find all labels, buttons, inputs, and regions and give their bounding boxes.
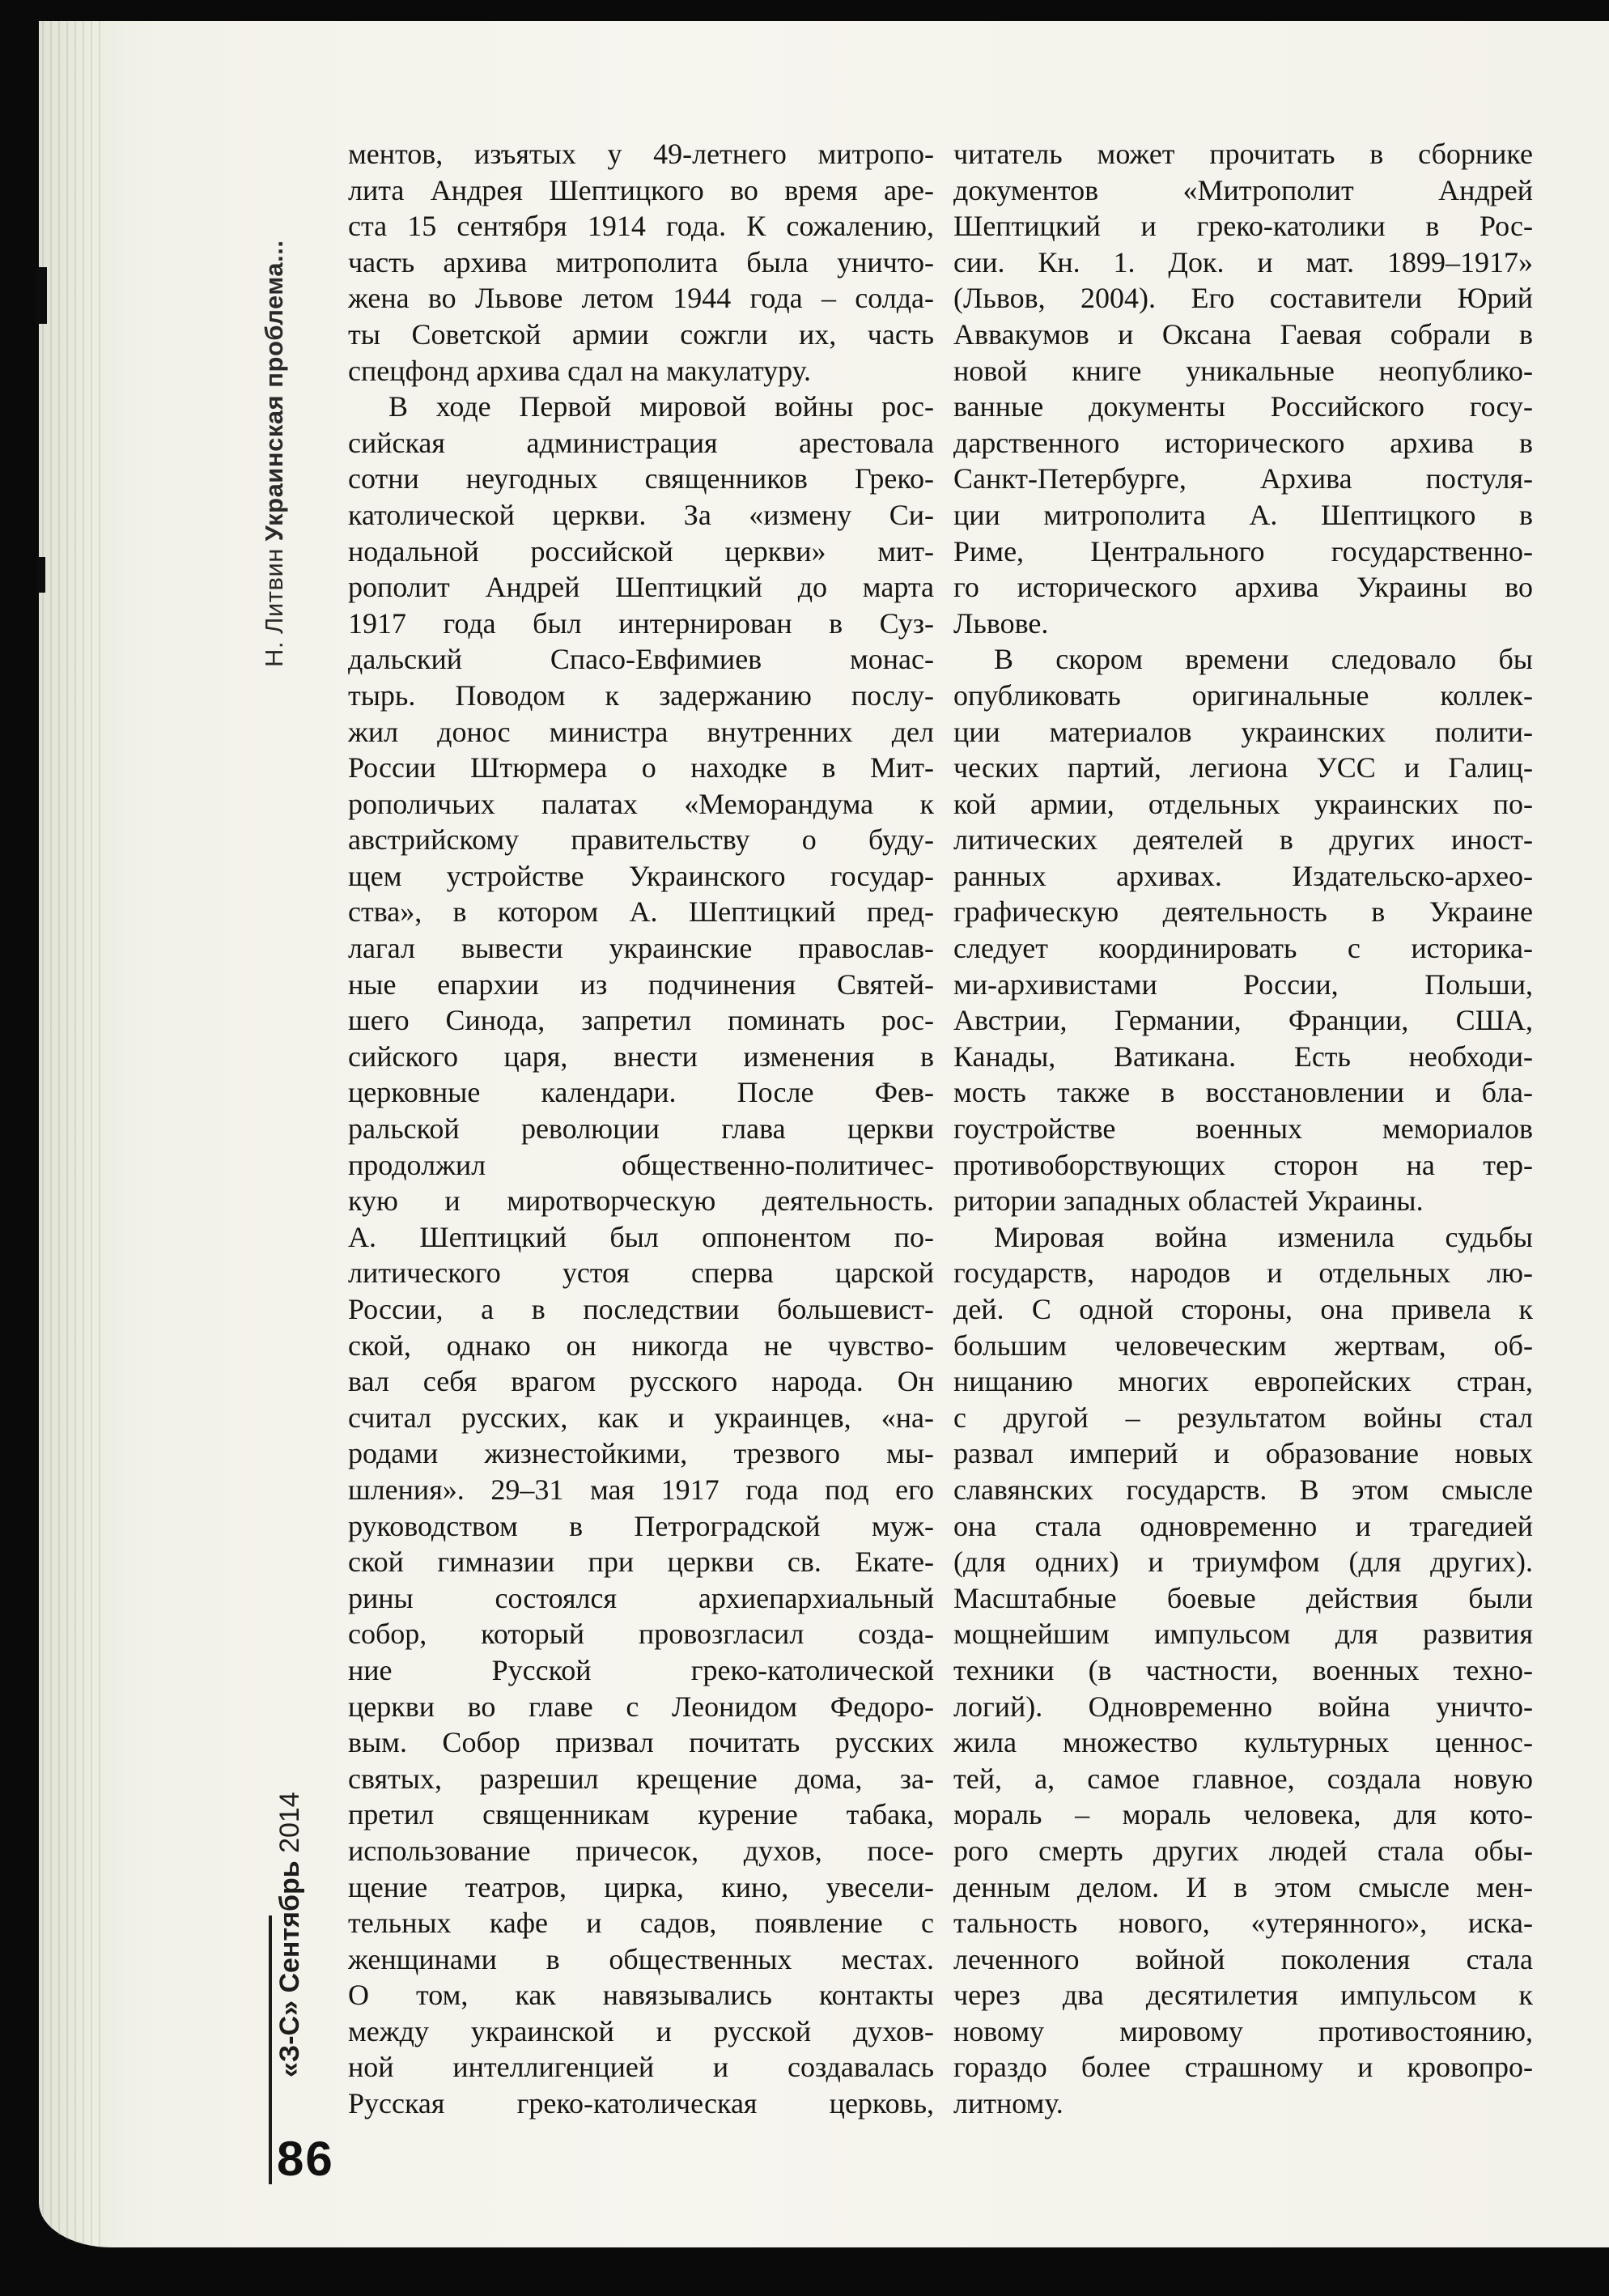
text-line: ми-архивистами России, Польши, — [953, 967, 1533, 1001]
text-line: дарственного исторического архива в — [953, 426, 1533, 459]
issue-year: 2014 — [274, 1792, 305, 1853]
text-line: Масштабные боевые действия были — [953, 1581, 1533, 1614]
text-line: государств, народов и отдельных лю- — [953, 1256, 1533, 1290]
text-line: (Львов, 2004). Его составители Юрий — [953, 282, 1533, 315]
text-line: логий). Одновременно война уничто- — [953, 1690, 1533, 1723]
text-line: славянских государств. В этом смысле — [953, 1473, 1533, 1506]
issue-month: Сентябрь — [274, 1860, 305, 1993]
text-line: сийская администрация арестовала — [348, 426, 934, 459]
text-line: литному. — [953, 2087, 1063, 2120]
text-line: ции митрополита А. Шептицкого в — [953, 498, 1533, 531]
text-line: церковные календари. После Фев- — [348, 1076, 934, 1109]
text-line: жена во Львове летом 1944 года – солда- — [348, 282, 934, 315]
text-line: кой армии, отдельных украинских по- — [953, 787, 1533, 820]
text-line: документов «Митрополит Андрей — [953, 173, 1533, 206]
text-line: графическую деятельность в Украине — [953, 895, 1533, 929]
text-line: литических деятелей в других иност- — [953, 823, 1533, 857]
text-line: ской гимназии при церкви св. Екате- — [348, 1546, 934, 1579]
text-line: ритории западных областей Украины. — [953, 1184, 1424, 1218]
journal-space1 — [274, 1993, 305, 2000]
text-line: ской, однако он никогда не чувство- — [348, 1329, 934, 1362]
text-line: 1917 года был интернирован в Суз- — [348, 606, 934, 640]
author-name: Н. Литвин — [260, 548, 288, 667]
text-line: ства», в котором А. Шептицкий пред- — [348, 895, 934, 929]
text-line: Шептицкий и греко-католики в Рос- — [953, 210, 1533, 243]
page-stack-edge — [42, 21, 105, 2247]
text-line: Мировая война изменила судьбы — [994, 1220, 1533, 1253]
text-line: кую и миротворческую деятельность. — [348, 1184, 934, 1218]
text-line: шления». 29–31 мая 1917 года под его — [348, 1473, 934, 1506]
text-line: сии. Кн. 1. Док. и мат. 1899–1917» — [953, 245, 1533, 278]
text-line: нодальной российской церкви» мит- — [348, 534, 934, 568]
text-column-right — [953, 136, 1533, 2122]
text-line: щение театров, цирка, кино, увесели- — [348, 1870, 934, 1903]
text-line: ста 15 сентября 1914 года. К сожалению, — [348, 210, 934, 243]
text-line: лита Андрея Шептицкого во время аре- — [348, 173, 934, 206]
text-line: рого смерть других людей стала обы- — [953, 1834, 1533, 1867]
text-line: вал себя врагом русского народа. Он — [348, 1365, 934, 1398]
text-line: лагал вывести украинские православ- — [348, 932, 934, 965]
text-line: гоустройстве военных мемориалов — [953, 1112, 1533, 1146]
text-line: развал империй и образование новых — [953, 1437, 1533, 1470]
text-line: продолжил общественно-политичес- — [348, 1148, 934, 1181]
text-line: католической церкви. За «измену Си- — [348, 498, 934, 531]
text-line: ментов, изъятых у 49-летнего митропо- — [348, 138, 934, 170]
text-line: опубликовать оригинальные коллек- — [953, 678, 1533, 712]
text-line: читатель может прочитать в сборнике — [953, 138, 1533, 170]
text-line: мость также в восстановлении и бла- — [953, 1076, 1533, 1109]
text-line: ные епархии из подчинения Святей- — [348, 967, 934, 1001]
scan-artifact — [36, 267, 47, 324]
text-line: Русская греко-католическая церковь, — [348, 2087, 934, 2120]
journal-name: «З-С» — [274, 2000, 305, 2077]
text-line: жил донос министра внутренних дел — [348, 715, 934, 748]
text-line: леченного войной поколения стала — [953, 1942, 1533, 1975]
text-line: большим человеческим жертвам, об- — [953, 1329, 1533, 1362]
text-line: Санкт-Петербурге, Архива постуля- — [953, 462, 1533, 495]
journal-space2 — [274, 1853, 305, 1860]
text-line: шего Синода, запретил поминать рос- — [348, 1004, 934, 1037]
text-line: (для одних) и триумфом (для других). — [953, 1546, 1533, 1579]
text-line: России, а в последствии большевист- — [348, 1293, 934, 1325]
article-title: Украинская проблема... — [260, 240, 288, 542]
text-line: рополичьих палатах «Меморандума к — [348, 787, 934, 820]
page-number: 86 — [277, 2132, 334, 2186]
text-line: она стала одновременно и трагедией — [953, 1509, 1533, 1542]
text-line: считал русских, как и украинцев, «на- — [348, 1401, 934, 1434]
scan-artifact — [37, 557, 45, 593]
text-line: часть архива митрополита была уничто- — [348, 245, 934, 278]
text-line: тельных кафе и садов, появление с — [348, 1907, 934, 1940]
text-line: через два десятилетия импульсом к — [953, 1979, 1533, 2012]
text-line: святых, разрешил крещение дома, за- — [348, 1762, 934, 1795]
text-line: с другой – результатом войны стал — [953, 1401, 1533, 1434]
text-line: родами жизнестойкими, трезвого мы- — [348, 1437, 934, 1470]
text-line: го исторического архива Украины во — [953, 571, 1533, 604]
text-line: противоборствующих сторон на тер- — [953, 1148, 1533, 1181]
text-line: следует координировать с историка- — [953, 932, 1533, 965]
text-line: между украинской и русской духов- — [348, 2014, 934, 2047]
text-line: ной интеллигенцией и создавалась — [348, 2051, 934, 2084]
text-line: новому мировому противостоянию, — [953, 2014, 1533, 2047]
text-line: нищанию многих европейских стран, — [953, 1365, 1533, 1398]
text-line: сотни неугодных священников Греко- — [348, 462, 934, 495]
text-line: ние Русской греко-католической — [348, 1653, 934, 1686]
text-line: новой книге уникальные неопублико- — [953, 354, 1533, 387]
text-line: ральской революции глава церкви — [348, 1112, 934, 1146]
text-line: Аввакумов и Оксана Гаевая собрали в — [953, 317, 1533, 351]
text-line: ческих партий, легиона УСС и Галиц- — [953, 751, 1533, 784]
text-line: женщинами в общественных местах. — [348, 1942, 934, 1975]
text-line: В скором времени следовало бы — [994, 643, 1533, 676]
text-line: вым. Собор призвал почитать русских — [348, 1726, 934, 1759]
text-line: ранных архивах. Издательско-архео- — [953, 859, 1533, 892]
text-line: Канады, Ватикана. Есть необходи- — [953, 1040, 1533, 1073]
article-sidebar-title — [248, 126, 301, 667]
text-line: руководством в Петроградской муж- — [348, 1509, 934, 1542]
text-line: Риме, Центрального государственно- — [953, 534, 1533, 568]
text-line: рополит Андрей Шептицкий до марта — [348, 571, 934, 604]
author-title-space — [260, 541, 288, 548]
text-line: рины состоялся архиепархиальный — [348, 1581, 934, 1614]
text-line: России Штюрмера о находке в Мит- — [348, 751, 934, 784]
text-line: жила множество культурных ценнос- — [953, 1726, 1533, 1759]
journal-issue-label — [272, 1734, 308, 2077]
text-line: ции материалов украинских полити- — [953, 715, 1533, 748]
text-line: церкви во главе с Леонидом Федоро- — [348, 1690, 934, 1723]
text-line: претил священникам курение табака, — [348, 1798, 934, 1831]
text-column-left — [348, 136, 934, 2122]
text-line: использование причесок, духов, посе- — [348, 1834, 934, 1867]
text-line: литического устоя сперва царской — [348, 1256, 934, 1290]
text-line: тырь. Поводом к задержанию послу- — [348, 678, 934, 712]
text-line: Львове. — [953, 606, 1049, 640]
text-line: австрийскому правительству о буду- — [348, 823, 934, 857]
text-line: Австрии, Германии, Франции, США, — [953, 1004, 1533, 1037]
text-line: дей. С одной стороны, она привела к — [953, 1293, 1533, 1325]
text-line: спецфонд архива сдал на макулатуру. — [348, 354, 812, 387]
text-line: сийского царя, внести изменения в — [348, 1040, 934, 1073]
text-line: собор, который провозгласил созда- — [348, 1618, 934, 1651]
text-line: мораль – мораль человека, для кото- — [953, 1798, 1533, 1831]
text-line: мощнейшим импульсом для развития — [953, 1618, 1533, 1651]
text-line: О том, как навязывались контакты — [348, 1979, 934, 2012]
text-line: А. Шептицкий был оппонентом по- — [348, 1220, 934, 1253]
text-line: гораздо более страшному и кровопро- — [953, 2051, 1533, 2084]
text-line: техники (в частности, военных техно- — [953, 1653, 1533, 1686]
text-line: В ходе Первой мировой войны рос- — [388, 390, 934, 423]
text-line: денным делом. И в этом смысле мен- — [953, 1870, 1533, 1903]
text-line: дальский Спасо-Евфимиев монас- — [348, 643, 934, 676]
text-line: щем устройстве Украинского государ- — [348, 859, 934, 892]
text-line: тей, а, самое главное, создала новую — [953, 1762, 1533, 1795]
text-line: тальность нового, «утерянного», иска- — [953, 1907, 1533, 1940]
text-line: ты Советской армии сожгли их, часть — [348, 317, 934, 351]
text-line: ванные документы Российского госу- — [953, 390, 1533, 423]
